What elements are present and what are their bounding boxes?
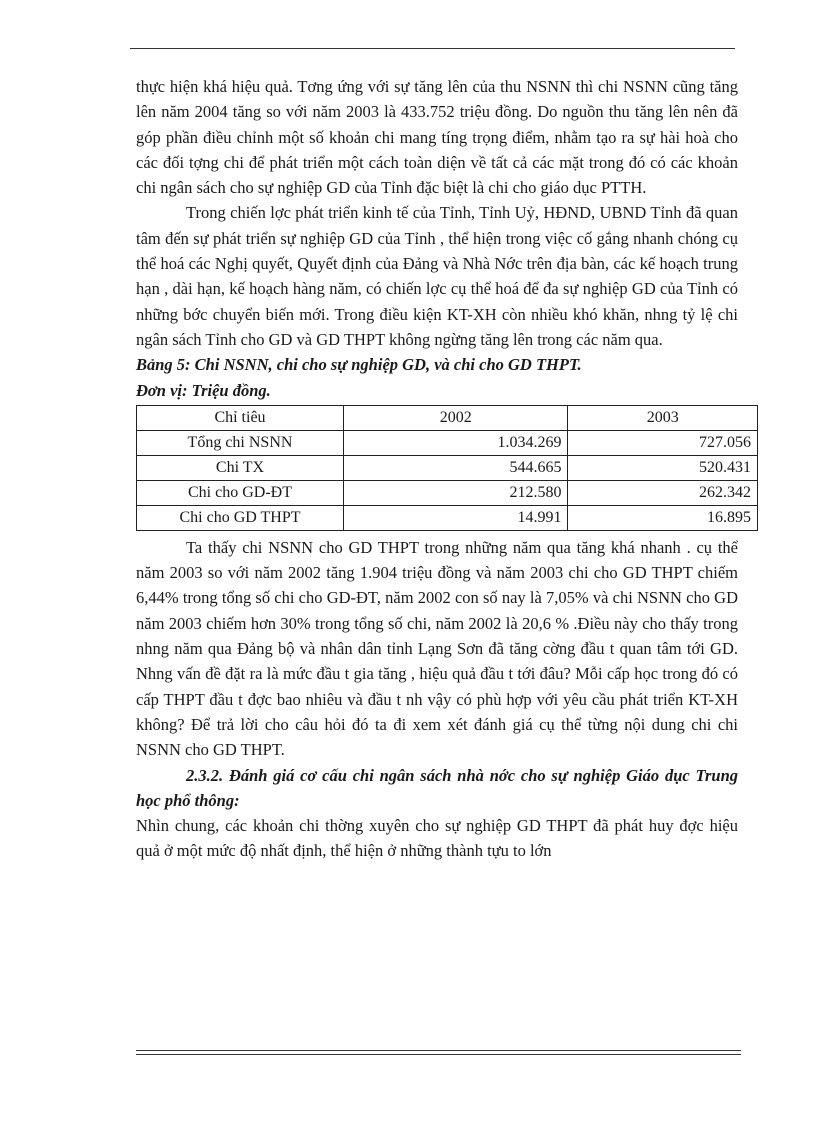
- footer-rule-top: [136, 1050, 741, 1051]
- header-2003: 2003: [568, 405, 758, 430]
- row-label: Tổng chi NSNN: [137, 430, 344, 455]
- value-2003: 727.056: [568, 430, 758, 455]
- paragraph-2: Trong chiến lợc phát triển kinh tế của Tỉnh, Tỉnh Uỷ, HĐND, UBND Tỉnh đã quan tâm đến sự phát triển sự nghiệp GD của Tỉnh , thể hiện trong việc cố gắng nhanh chóng cụ thể hoá các Nghị quyết, Quyết định của Đảng và Nhà Nớc trên địa bàn, các kế hoạch trung hạn , dài hạn, kế hoạch hàng năm, có chiến lợc cụ thể hoá để đa sự nghiệp GD của Tỉnh có những bớc chuyển biến mới. Trong điều kiện KT-XH còn nhiều khó khăn, nhng tỷ lệ chi ngân sách Tỉnh cho GD và GD THPT không ngừng tăng lên trong các năm qua.: [136, 203, 738, 349]
- header-2002: 2002: [344, 405, 568, 430]
- value-2002: 212.580: [344, 480, 568, 505]
- header-rule: [130, 48, 735, 49]
- table-row: [137, 480, 758, 505]
- value-2002: 544.665: [344, 455, 568, 480]
- paragraph-1: thực hiện khá hiệu quả. Tơng ứng với sự tăng lên của thu NSNN thì chi NSNN cũng tăng lên năm 2004 tăng so với năm 2003 là 433.752 triệu đồng. Do nguồn thu tăng lên nên đã góp phần điều chỉnh một số khoản chi mang tíng trọng điểm, nhằm tạo ra sự hài hoà cho các đối tợng chi để phát triển một cách toàn diện về tất cả các mặt trong đó có các khoản chi ngân sách cho sự nghiệp GD của Tỉnh đặc biệt là chi cho giáo dục PTTH.: [136, 77, 738, 198]
- table-row: [137, 430, 758, 455]
- header-label: Chỉ tiêu: [137, 405, 344, 430]
- page-body: [136, 74, 751, 864]
- value-2003: 262.342: [568, 480, 758, 505]
- table-header-row: [137, 405, 758, 430]
- section-heading: 2.3.2. Đánh giá cơ cấu chi ngân sách nhà nớc cho sự nghiệp Giáo dục Trung học phổ thông:: [136, 765, 738, 810]
- expenditure-table: [136, 405, 758, 531]
- row-label: Chi cho GD-ĐT: [137, 480, 344, 505]
- row-label: Chi cho GD THPT: [137, 505, 344, 530]
- table-row: [137, 455, 758, 480]
- footer-rule-bottom: [136, 1054, 741, 1055]
- table-caption: Bảng 5: Chi NSNN, chi cho sự nghiệp GD, và chi cho GD THPT.: [136, 355, 582, 375]
- table-unit: Đơn vị: Triệu đồng.: [136, 380, 271, 400]
- value-2002: 1.034.269: [344, 430, 568, 455]
- table-row: [137, 505, 758, 530]
- value-2002: 14.991: [344, 505, 568, 530]
- paragraph-4: Nhìn chung, các khoản chi thờng xuyên cho sự nghiệp GD THPT đã phát huy đợc hiệu quả ở một mức độ nhất định, thể hiện ở những thành tựu to lớn: [136, 816, 738, 861]
- row-label: Chi TX: [137, 455, 344, 480]
- paragraph-3: Ta thấy chi NSNN cho GD THPT trong những năm qua tăng khá nhanh . cụ thể năm 2003 so với năm 2002 tăng 1.904 triệu đồng và năm 2003 chi cho GD THPT chiếm 6,44% trong tổng số chi cho GD-ĐT, năm 2002 con số nay là 7,05% và chi NSNN cho GD năm 2003 chiếm hơn 30% trong tổng số chi, năm 2002 là 20,6 % .Điều này cho thấy trong nhng năm qua Đảng bộ và nhân dân tỉnh Lạng Sơn đã tăng cờng đầu t quan tâm tới GD. Nhng vấn đề đặt ra là mức đầu t gia tăng , hiệu quả đầu t tới đâu? Mỗi cấp học trong đó có cấp THPT đầu t đợc bao nhiêu và đầu t nh vậy có phù hợp với yêu cầu phát triển KT-XH không? Để trả lời cho câu hỏi đó ta đi xem xét đánh giá cụ thể từng nội dung chi chi NSNN cho GD THPT.: [136, 537, 738, 760]
- value-2003: 16.895: [568, 505, 758, 530]
- value-2003: 520.431: [568, 455, 758, 480]
